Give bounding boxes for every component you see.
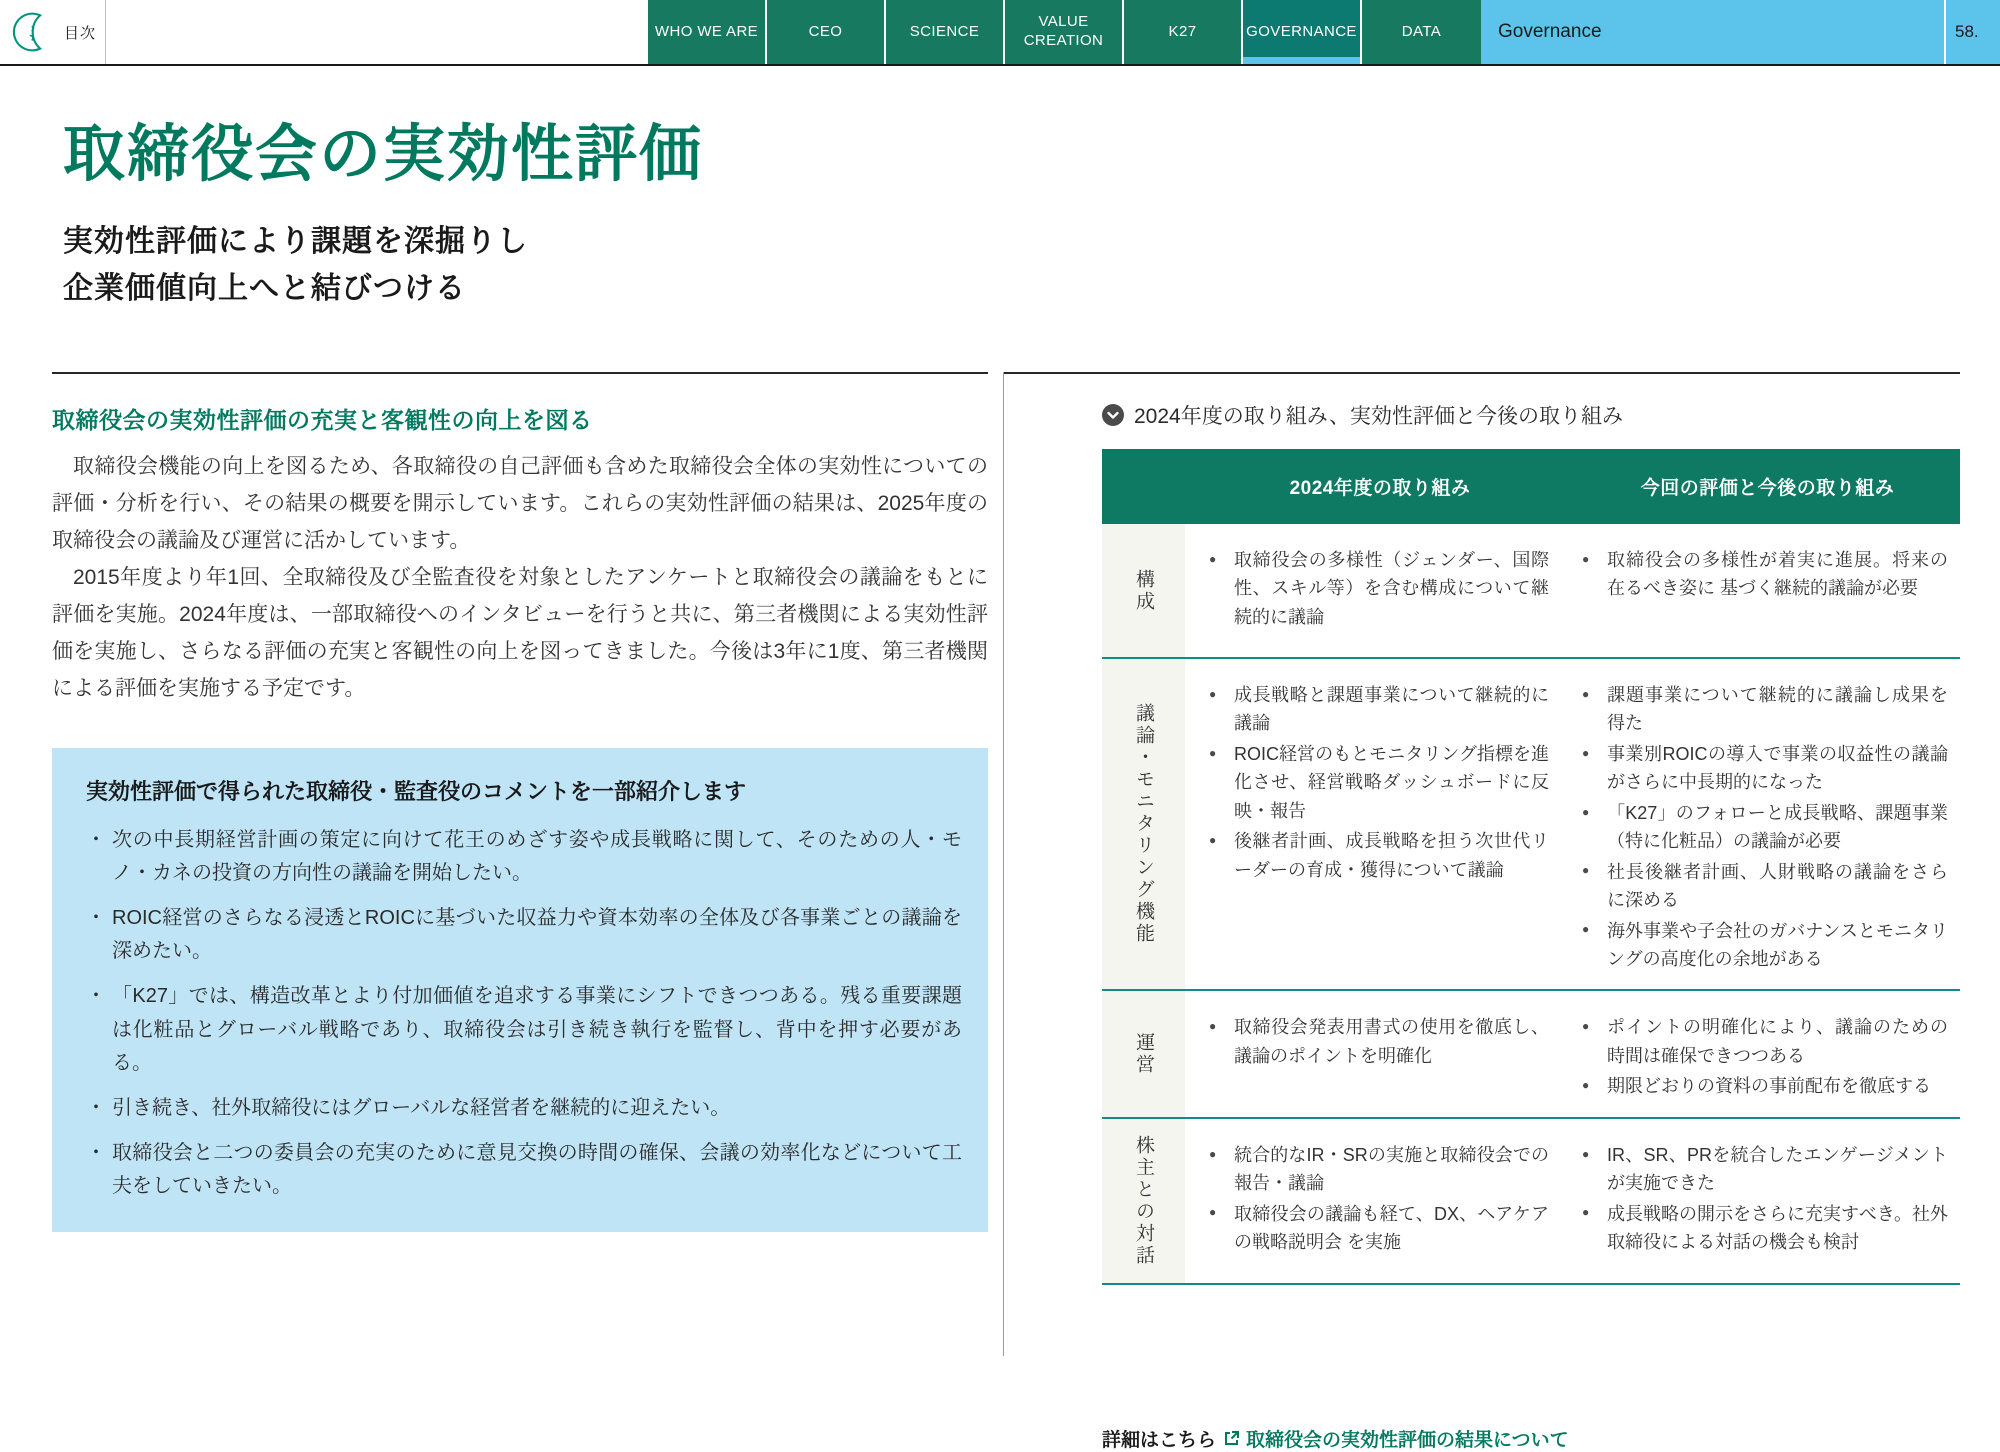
bullet-item: ● 社長後継者計画、人財戦略の議論をさらに深める — [1580, 858, 1948, 915]
nav-spacer — [106, 0, 648, 64]
row-label: 運営 — [1133, 1032, 1154, 1077]
page-number: 58. — [1944, 0, 2000, 64]
nav-tabs — [648, 0, 1481, 64]
bullet-item: ● 成長戦略の開示をさらに充実すべき。社外取締役による対話の機会も検討 — [1580, 1200, 1948, 1257]
toc-label: 目次 — [64, 24, 97, 42]
nav-breadcrumb-bar — [1481, 0, 2000, 64]
effectiveness-table — [1102, 449, 1960, 1285]
table-cell-col2 — [1575, 1119, 1960, 1283]
right-section-header — [1102, 400, 1960, 430]
comment-box-title: 実効性評価で得られた取締役・監査役のコメントを一部紹介します — [86, 778, 747, 804]
nav-tab-label: GOVERNANCE — [1246, 22, 1357, 40]
paragraph-2: 2015年度より年1回、全取締役及び全監査役を対象としたアンケートと取締役会の議論をもとに評価を実施。2024年度は、一部取締役へのインタビューを行うと共に、第三者機関による実効性評価を実施し、さらなる評価の充実と客観性の向上を図ってきました。今後は3年に1度、第三者機関による評価を実施する予定です。 — [52, 565, 988, 700]
row-label-cell — [1102, 991, 1185, 1116]
row-label-cell — [1102, 1119, 1185, 1283]
row-label: 株主との対話 — [1133, 1134, 1154, 1267]
detail-link[interactable] — [1223, 1425, 1569, 1452]
bullet-list — [1207, 1141, 1549, 1257]
row-label-cell — [1102, 524, 1185, 657]
bullet-item: ● 取締役会発表用書式の使用を徹底し、議論のポイントを明確化 — [1207, 1013, 1549, 1070]
external-link-icon — [1223, 1430, 1240, 1447]
nav-tab-data[interactable] — [1362, 0, 1481, 64]
table-header-col2: 今回の評価と今後の取り組み — [1640, 478, 1895, 499]
bullet-list — [1580, 1013, 1948, 1100]
bullet-item: ● 海外事業や子会社のガバナンスとモニタリングの高度化の余地がある — [1580, 917, 1948, 974]
nav-tab-science[interactable] — [886, 0, 1005, 64]
page-title: 取締役会の実効性評価 — [63, 121, 704, 189]
table-header-col1: 2024年度の取り組み — [1289, 478, 1471, 499]
bullet-item: ● 「K27」のフォローと成長戦略、課題事業（特に化粧品）の議論が必要 — [1580, 799, 1948, 856]
table-cell-col1 — [1185, 524, 1575, 657]
nav-tab-label: DATA — [1401, 22, 1442, 40]
comment-item: ・ ROIC経営のさらなる浸透とROICに基づいた収益力や資本効率の全体及び各事業ごとの議論を深めたい。 — [86, 902, 962, 968]
comment-box — [52, 748, 988, 1232]
table-header-label-spacer — [1102, 449, 1185, 524]
paragraph-1: 取締役会機能の向上を図るため、各取締役の自己評価も含めた取締役会全体の実効性についての評価・分析を行い、その結果の概要を開示しています。これらの実効性評価の結果は、2025年度の取締役会の議論及び運営に活かしています。 — [52, 455, 988, 552]
table-cell-col1 — [1185, 659, 1575, 989]
comment-item: ・ 取締役会と二つの委員会の充実のために意見交換の時間の確保、会議の効率化などについて工夫をしていきたい。 — [86, 1137, 962, 1203]
table-cell-col2 — [1575, 524, 1960, 657]
circle-chevron-down-icon — [1102, 404, 1124, 426]
row-label-cell — [1102, 659, 1185, 989]
comment-item: ・ 次の中長期経営計画の策定に向けて花王のめざす姿や成長戦略に関して、そのための人・モノ・カネの投資の方向性の議論を開始したい。 — [86, 824, 962, 890]
bullet-item: ● 統合的なIR・SRの実施と取締役会での報告・議論 — [1207, 1141, 1549, 1198]
toc-button[interactable] — [0, 0, 106, 64]
nav-tab-label: WHO WE ARE — [654, 22, 759, 40]
comment-list — [86, 824, 962, 1204]
bullet-list — [1207, 546, 1549, 631]
breadcrumb: Governance — [1498, 21, 1602, 42]
bullet-list — [1207, 681, 1549, 884]
nav-tab-ceo[interactable] — [767, 0, 886, 64]
detail-link-prefix: 詳細はこちら — [1102, 1429, 1217, 1451]
bullet-item: ● 課題事業について継続的に議論し成果を得た — [1580, 681, 1948, 738]
table-cell-col2 — [1575, 659, 1960, 989]
detail-link-label: 取締役会の実効性評価の結果について — [1246, 1429, 1569, 1451]
table-cell-col1 — [1185, 991, 1575, 1116]
content-columns — [0, 372, 2000, 1451]
row-label: 構成 — [1133, 568, 1154, 613]
kao-moon-icon — [13, 11, 55, 53]
bullet-item: ● 取締役会の多様性（ジェンダー、国際性、スキル等）を含む構成について継続的に議論 — [1207, 546, 1549, 631]
bullet-list — [1580, 1141, 1948, 1257]
bullet-item: ● ポイントの明確化により、議論のための時間は確保できつつある — [1580, 1013, 1948, 1070]
bullet-item: ● 事業別ROICの導入で事業の収益性の議論がさらに中長期的になった — [1580, 740, 1948, 797]
nav-tab-k27[interactable] — [1124, 0, 1243, 64]
row-label: 議論・モニタリング機能 — [1133, 703, 1154, 946]
bullet-item: ● ROIC経営のもとモニタリング指標を進化させ、経営戦略ダッシュボードに反映・報告 — [1207, 740, 1549, 825]
active-tab-underline — [1243, 57, 1360, 64]
top-navigation-bar — [0, 0, 2000, 66]
comment-item: ・ 引き続き、社外取締役にはグローバルな経営者を継続的に迎えたい。 — [86, 1092, 962, 1125]
nav-tab-label: SCIENCE — [909, 22, 980, 40]
title-block — [0, 66, 2000, 312]
nav-tab-label: K27 — [1168, 22, 1197, 40]
table-row-運営 — [1102, 991, 1960, 1118]
nav-tab-value-creation[interactable] — [1005, 0, 1124, 64]
table-cell-col1 — [1185, 1119, 1575, 1283]
subtitle-line-2: 企業価値向上へと結びつける — [63, 271, 466, 305]
table-row-議論・モニタリング機能 — [1102, 659, 1960, 991]
nav-tab-governance[interactable] — [1243, 0, 1362, 64]
right-column — [1004, 372, 1960, 1451]
table-cell-col2 — [1575, 991, 1960, 1116]
nav-tab-label: VALUE CREATION — [1023, 13, 1104, 49]
nav-tab-who-we-are[interactable] — [648, 0, 767, 64]
bullet-item: ● 後継者計画、成長戦略を担う次世代リーダーの育成・獲得について議論 — [1207, 827, 1549, 884]
bullet-list — [1580, 546, 1948, 603]
table-header-row — [1102, 449, 1960, 524]
bullet-item: ● 成長戦略と課題事業について継続的に議論 — [1207, 681, 1549, 738]
table-row-構成 — [1102, 524, 1960, 659]
bullet-list — [1207, 1013, 1549, 1070]
left-body-text — [52, 449, 988, 708]
bullet-list — [1580, 681, 1948, 973]
bullet-item: ● 期限どおりの資料の事前配布を徹底する — [1580, 1072, 1948, 1100]
right-section-title: 2024年度の取り組み、実効性評価と今後の取り組み — [1134, 405, 1623, 428]
bullet-item: ● IR、SR、PRを統合したエンゲージメントが実施できた — [1580, 1141, 1948, 1198]
subtitle-line-1: 実効性評価により課題を深掘りし — [63, 225, 528, 258]
left-column — [52, 372, 988, 1356]
table-row-株主との対話 — [1102, 1119, 1960, 1285]
left-section-heading: 取締役会の実効性評価の充実と客観性の向上を図る — [52, 407, 593, 433]
comment-item: ・ 「K27」では、構造改革とより付加価値を追求する事業にシフトできつつある。残る重要課題は化粧品とグローバル戦略であり、取締役会は引き続き執行を監督し、背中を押す必要がある。 — [86, 980, 962, 1080]
bullet-item: ● 取締役会の議論も経て、DX、ヘアケアの戦略説明会 を実施 — [1207, 1200, 1549, 1257]
detail-link-row — [1102, 1425, 1960, 1452]
page-subtitle — [63, 219, 2000, 312]
table-rows — [1102, 524, 1960, 1285]
bullet-item: ● 取締役会の多様性が着実に進展。将来の在るべき姿に 基づく継続的議論が必要 — [1580, 546, 1948, 603]
nav-tab-label: CEO — [808, 22, 843, 40]
